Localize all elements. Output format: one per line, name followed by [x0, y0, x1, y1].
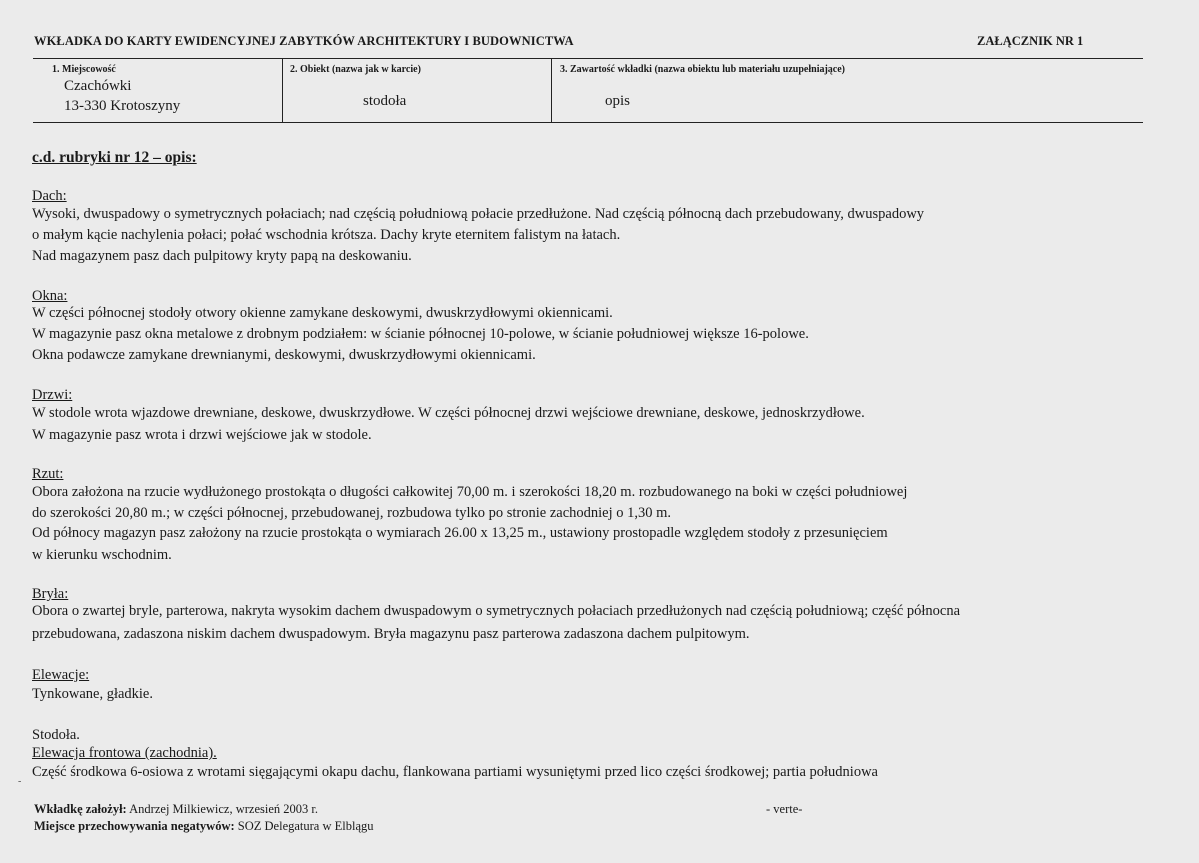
verte-mark: - verte- — [766, 802, 803, 816]
heading-dach: Dach: — [32, 188, 67, 204]
table-divider-2 — [551, 58, 552, 123]
text-line: Nad magazynem pasz dach pulpitowy kryty papą na deskowaniu. — [32, 248, 412, 264]
locality-label: 1. Miejscowość — [52, 64, 116, 75]
table-top-rule — [33, 58, 1143, 59]
scan-mark: - — [18, 776, 22, 787]
heading-rzut: Rzut: — [32, 466, 64, 482]
text-line: do szerokości 20,80 m.; w części północnej, przebudowanej, rozbudowa tylko po stronie zachodniej o 1,30 m. — [32, 505, 672, 521]
heading-drzwi: Drzwi: — [32, 387, 73, 403]
footer-author — [34, 802, 318, 817]
section-title: c.d. rubryki nr 12 – opis: — [32, 149, 197, 166]
heading-okna: Okna: — [32, 288, 68, 304]
author-value: Andrzej Milkiewicz, wrzesień 2003 r. — [129, 802, 318, 816]
object-label: 2. Obiekt (nazwa jak w karcie) — [290, 64, 421, 75]
text-line: W stodole wrota wjazdowe drewniane, deskowe, dwuskrzydłowe. W części północnej drzwi wejściowe drewniane, deskowe, jednoskrzydłowe. — [32, 405, 865, 421]
document-title: WKŁADKA DO KARTY EWIDENCYJNEJ ZABYTKÓW ARCHITEKTURY I BUDOWNICTWA — [34, 34, 574, 48]
content-value: opis — [605, 93, 631, 109]
table-bottom-rule — [33, 122, 1143, 123]
locality-value: Czachówki — [64, 78, 132, 94]
text-line: Wysoki, dwuspadowy o symetrycznych połaciach; nad częścią południową połacie przedłużone. Nad częścią północną dach przebudowany, dwuspadowy — [32, 206, 925, 222]
text-line: Tynkowane, gładkie. — [32, 686, 153, 702]
text-line: w kierunku wschodnim. — [32, 547, 172, 563]
text-line: o małym kącie nachylenia połaci; połać wschodnia krótsza. Dachy kryte eternitem falistym na łatach. — [32, 227, 621, 243]
text-line: przebudowana, zadaszona niskim dachem dwuspadowym. Bryła magazynu pasz parterowa zadaszona dachem pulpitowym. — [32, 626, 750, 642]
text-line: Od północy magazyn pasz założony na rzucie prostokąta o wymiarach 26.00 x 13,25 m., ustawiony prostopadle względem stodoły z przesunięciem — [32, 525, 888, 541]
annex-number: ZAŁĄCZNIK NR 1 — [977, 34, 1084, 48]
heading-elewacja-frontowa: Elewacja frontowa (zachodnia). — [32, 745, 217, 761]
subheading-stodola: Stodoła. — [32, 727, 80, 743]
object-value: stodoła — [363, 93, 407, 109]
storage-value: SOZ Delegatura w Elblągu — [237, 819, 374, 833]
locality-postcode: 13-330 Krotoszyny — [64, 98, 181, 114]
content-label: 3. Zawartość wkładki (nazwa obiektu lub materiału uzupełniające) — [560, 64, 846, 75]
text-line: Okna podawcze zamykane drewnianymi, deskowymi, dwuskrzydłowymi okiennicami. — [32, 347, 536, 363]
table-divider-1 — [282, 58, 283, 123]
heading-elewacje: Elewacje: — [32, 667, 90, 683]
footer-storage — [34, 819, 374, 834]
text-line: Obora o zwartej bryle, parterowa, nakryta wysokim dachem dwuspadowym o symetrycznych połaciach przedłużonych nad częścią południową; część północna — [32, 603, 961, 619]
storage-label: Miejsce przechowywania negatywów: — [34, 819, 235, 833]
text-line: Obora założona na rzucie wydłużonego prostokąta o długości całkowitej 70,00 m. i szerokości 18,20 m. rozbudowanego na boki w części południowej — [32, 484, 908, 500]
author-label: Wkładkę założył: — [34, 802, 127, 816]
text-line: W części północnej stodoły otwory okienne zamykane deskowymi, dwuskrzydłowymi okiennicami. — [32, 305, 613, 321]
text-line: Część środkowa 6-osiowa z wrotami sięgającymi okapu dachu, flankowana partiami wysuniętymi przed lico części środkowej; partia południowa — [32, 764, 878, 780]
heading-bryla: Bryła: — [32, 586, 69, 602]
text-line: W magazynie pasz okna metalowe z drobnym podziałem: w ścianie północnej 10-polowe, w ścianie południowej większe 16-polowe. — [32, 326, 809, 342]
text-line: W magazynie pasz wrota i drzwi wejściowe jak w stodole. — [32, 427, 372, 443]
